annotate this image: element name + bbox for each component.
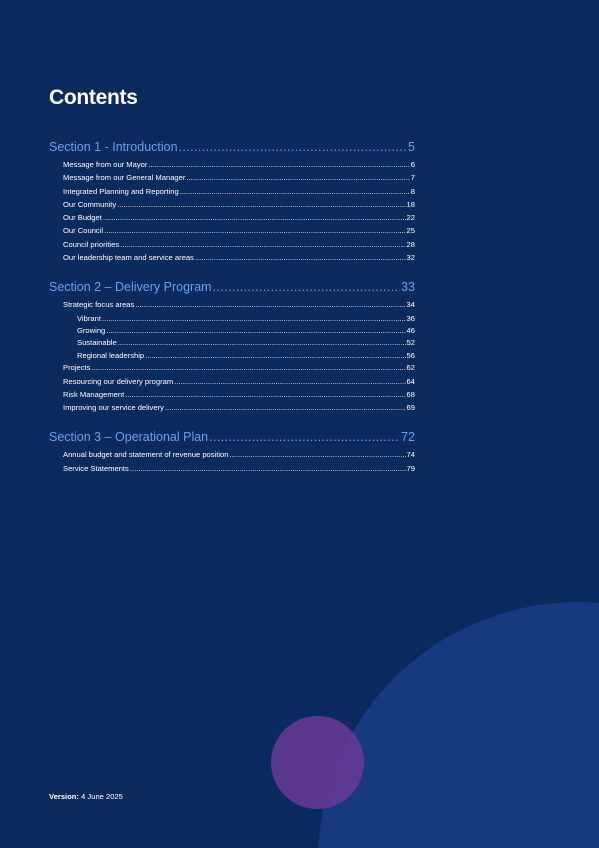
toc-entry-label: Message from our General Manager: [63, 173, 186, 183]
toc-dot-leader: [117, 200, 405, 209]
toc-dot-leader: [195, 253, 406, 262]
version-label: Version:: [49, 792, 79, 801]
toc-dot-leader: [209, 430, 400, 444]
toc-page-number: 56: [406, 350, 415, 360]
toc-page-number: 22: [406, 213, 415, 223]
toc-dot-leader: [179, 140, 408, 154]
toc-entry-label: Strategic focus areas: [63, 300, 135, 310]
toc-dot-leader: [106, 326, 405, 335]
toc-page-number: 33: [401, 280, 415, 295]
toc-page-number: 62: [406, 363, 415, 373]
toc-section-heading[interactable]: [49, 280, 415, 297]
toc-page-number: 52: [406, 338, 415, 348]
toc-entry-label: Projects: [63, 363, 91, 373]
toc-dot-leader: [186, 173, 409, 182]
toc-page-number: 74: [406, 450, 415, 460]
toc-page-number: 34: [406, 300, 415, 310]
toc-entry-label: Section 3 – Operational Plan: [49, 430, 209, 445]
toc-entry-label: Service Statements: [63, 463, 129, 473]
toc-entry[interactable]: [49, 160, 415, 173]
decorative-small-circle: [271, 716, 364, 809]
toc-dot-leader: [213, 280, 401, 294]
toc-page-number: 25: [406, 226, 415, 236]
toc-entry-label: Our Budget: [63, 213, 102, 223]
toc-entry[interactable]: [49, 390, 415, 403]
toc-page-number: 36: [406, 313, 415, 323]
toc-dot-leader: [165, 403, 406, 412]
toc-page-number: 79: [406, 463, 415, 473]
toc-section: [49, 430, 415, 477]
version-line: [49, 792, 123, 801]
toc-dot-leader: [145, 351, 405, 360]
decorative-large-circle: [318, 602, 599, 848]
toc-entry[interactable]: [49, 213, 415, 226]
toc-dot-leader: [120, 240, 405, 249]
toc-entry-label: Section 1 - Introduction: [49, 140, 178, 154]
toc-entry[interactable]: [49, 363, 415, 376]
toc-dot-leader: [230, 450, 406, 459]
toc-dot-leader: [135, 300, 405, 309]
toc-entry-label: Improving our service delivery: [63, 403, 164, 413]
page-title: Contents: [49, 86, 138, 109]
toc-dot-leader: [118, 338, 406, 347]
toc-page-number: 5: [408, 140, 415, 154]
toc-entry-label: Growing: [77, 326, 106, 336]
toc-entry[interactable]: [49, 377, 415, 390]
toc-dot-leader: [130, 464, 406, 473]
toc-entry-label: Risk Management: [63, 389, 125, 399]
toc-page-number: 72: [401, 430, 415, 445]
toc-entry[interactable]: [49, 300, 415, 313]
toc-entry-label: Our Council: [63, 226, 104, 236]
toc-entry[interactable]: [49, 173, 415, 186]
toc-entry-label: Our Community: [63, 199, 117, 209]
toc-page-number: 6: [410, 160, 415, 169]
toc-subentry[interactable]: [49, 338, 415, 350]
toc-entry[interactable]: [49, 200, 415, 213]
toc-page-number: 18: [406, 199, 415, 209]
toc-entry[interactable]: [49, 464, 415, 477]
toc-page-number: 46: [406, 326, 415, 336]
toc-entry[interactable]: [49, 240, 415, 253]
toc-page-number: 69: [406, 403, 415, 413]
toc-entry-label: Sustainable: [77, 338, 117, 348]
toc-entry-label: Message from our Mayor: [63, 160, 148, 169]
toc-dot-leader: [125, 390, 405, 399]
toc-dot-leader: [91, 363, 405, 372]
toc-dot-leader: [148, 160, 409, 169]
toc-entry[interactable]: [49, 253, 415, 266]
toc-subentry[interactable]: [49, 351, 415, 363]
toc-section: [49, 280, 415, 416]
toc-entry-label: Section 2 – Delivery Program: [49, 280, 212, 295]
toc-entry-label: Resourcing our delivery program: [63, 376, 174, 386]
toc-section: [49, 140, 415, 266]
toc-entry-label: Annual budget and statement of revenue position: [63, 450, 229, 460]
toc-dot-leader: [180, 187, 410, 196]
toc-subentry[interactable]: [49, 314, 415, 326]
toc-section-heading[interactable]: [49, 430, 415, 447]
toc-entry-label: Council priorities: [63, 239, 120, 249]
toc-entry-label: Regional leadership: [77, 350, 145, 360]
toc-dot-leader: [104, 226, 405, 235]
toc-section-heading[interactable]: [49, 140, 415, 157]
toc-entry-label: Vibrant: [77, 313, 101, 323]
toc-entry-label: Integrated Planning and Reporting: [63, 186, 179, 196]
toc-entry[interactable]: [49, 450, 415, 463]
toc-page-number: 8: [410, 186, 415, 196]
toc-page-number: 68: [406, 389, 415, 399]
toc-dot-leader: [102, 314, 406, 323]
table-of-contents: [49, 140, 415, 491]
toc-subentry[interactable]: [49, 326, 415, 338]
toc-page-number: 32: [406, 253, 415, 263]
toc-entry[interactable]: [49, 187, 415, 200]
toc-entry-label: Our leadership team and service areas: [63, 253, 194, 263]
toc-page-number: 7: [410, 173, 415, 183]
toc-dot-leader: [103, 213, 406, 222]
toc-entry[interactable]: [49, 403, 415, 416]
toc-page-number: 28: [406, 239, 415, 249]
toc-page-number: 64: [406, 376, 415, 386]
toc-entry[interactable]: [49, 226, 415, 239]
version-date: 4 June 2025: [81, 792, 123, 801]
toc-dot-leader: [174, 377, 405, 386]
